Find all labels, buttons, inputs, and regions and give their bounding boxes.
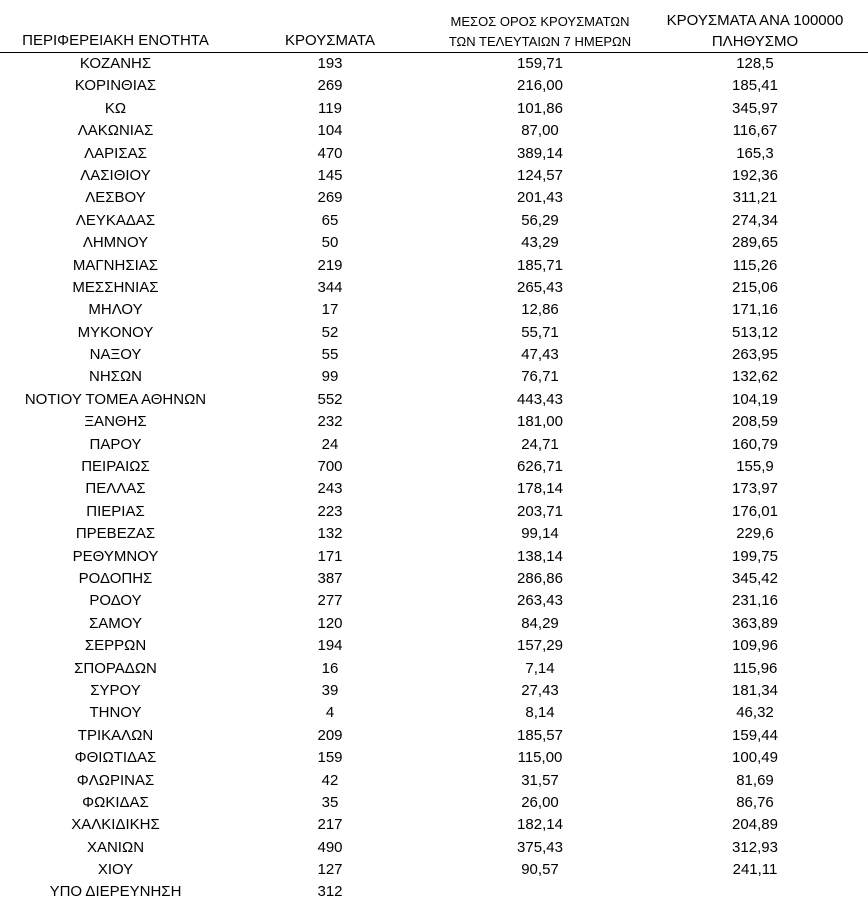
average-cell: 124,57 — [517, 166, 563, 184]
cases-cell: 269 — [317, 77, 343, 95]
table-header — [0, 0, 868, 53]
cases-cell: 223 — [317, 502, 343, 520]
cases-cell: 35 — [321, 793, 339, 811]
per-100000-cell — [645, 881, 865, 903]
table-row — [0, 859, 868, 881]
cases-cell: 4 — [325, 704, 335, 722]
table-row — [0, 546, 868, 568]
region-cell: ΤΗΝΟΥ — [89, 704, 142, 722]
region-cell: ΠΕΛΛΑΣ — [85, 480, 146, 498]
region-cell: ΚΟΖΑΝΗΣ — [79, 55, 152, 72]
region-cell: ΠΡΕΒΕΖΑΣ — [75, 525, 156, 543]
cases-cell: 55 — [321, 346, 339, 364]
average-cell: 375,43 — [517, 838, 563, 856]
cases-cell: 269 — [317, 189, 343, 207]
table-row — [0, 837, 868, 859]
table-row — [0, 568, 868, 590]
average-cell: 101,86 — [517, 99, 563, 117]
cases-cell: 42 — [321, 771, 339, 789]
per-100000-cell: 199,75 — [732, 547, 778, 565]
per-100000-cell: 263,95 — [732, 346, 778, 364]
region-cell: ΛΕΣΒΟΥ — [85, 189, 146, 207]
cases-cell: 104 — [317, 122, 343, 140]
per-100000-cell: 46,32 — [736, 704, 774, 722]
average-cell: 201,43 — [517, 189, 563, 207]
cases-cell: 243 — [317, 480, 343, 498]
average-cell: 24,71 — [521, 435, 559, 453]
per-100000-cell: 363,89 — [732, 614, 778, 632]
header-line: ΠΛΗΘΥΣΜΟ — [711, 33, 799, 50]
cases-cell: 387 — [317, 569, 343, 587]
per-100000-cell: 289,65 — [732, 234, 778, 252]
region-cell: ΦΘΙΩΤΙΔΑΣ — [74, 749, 157, 767]
per-100000-cell: 109,96 — [732, 637, 778, 655]
per-100000-cell: 311,21 — [732, 189, 778, 207]
cases-cell: 312 — [317, 883, 343, 901]
table-row — [0, 523, 868, 545]
region-cell: ΜΗΛΟΥ — [88, 301, 143, 319]
per-100000-cell: 116,67 — [732, 122, 778, 140]
average-cell: 26,00 — [521, 793, 559, 811]
region-cell: ΠΑΡΟΥ — [89, 435, 142, 453]
table-row — [0, 299, 868, 321]
table-row — [0, 456, 868, 478]
table-row — [0, 277, 868, 299]
average-cell: 12,86 — [521, 301, 559, 319]
header-line: ΤΩΝ ΤΕΛΕΥΤΑΙΩΝ 7 ΗΜΕΡΩΝ — [448, 34, 632, 49]
average-cell: 216,00 — [517, 77, 563, 95]
cases-cell: 209 — [317, 726, 343, 744]
table-row — [0, 187, 868, 209]
cases-cell: 232 — [317, 413, 343, 431]
region-cell: ΥΠΟ ΔΙΕΡΕΥΝΗΣΗ — [49, 883, 182, 901]
table-row — [0, 792, 868, 814]
cases-cell: 50 — [321, 234, 339, 252]
average-cell: 90,57 — [521, 861, 559, 879]
region-cell: ΡΟΔΟΥ — [89, 592, 142, 610]
average-cell: 99,14 — [521, 525, 559, 543]
table-row — [0, 501, 868, 523]
cases-cell: 700 — [317, 458, 343, 476]
cases-cell: 17 — [321, 301, 339, 319]
average-cell: 263,43 — [517, 592, 563, 610]
table-body — [0, 53, 868, 904]
column-header-7day-average — [425, 12, 655, 52]
per-100000-cell: 312,93 — [732, 838, 778, 856]
table-row — [0, 98, 868, 120]
region-cell: ΠΙΕΡΙΑΣ — [86, 502, 145, 520]
table-row — [0, 232, 868, 254]
average-cell: 31,57 — [521, 771, 559, 789]
per-100000-cell: 513,12 — [732, 323, 778, 341]
cases-cell: 344 — [317, 278, 343, 296]
cases-cell: 552 — [317, 390, 343, 408]
region-cell: ΚΩ — [104, 99, 127, 117]
per-100000-cell: 86,76 — [736, 793, 774, 811]
table-row — [0, 255, 868, 277]
region-cell: ΣΠΟΡΑΔΩΝ — [74, 659, 157, 677]
cases-cell: 132 — [317, 525, 343, 543]
region-cell: ΜΥΚΟΝΟΥ — [77, 323, 154, 341]
cases-cell: 99 — [321, 368, 339, 386]
per-100000-cell: 115,96 — [732, 659, 778, 677]
per-100000-cell: 274,34 — [732, 211, 778, 229]
region-cell: ΦΛΩΡΙΝΑΣ — [76, 771, 155, 789]
average-cell: 56,29 — [521, 211, 559, 229]
region-cell: ΡΕΘΥΜΝΟΥ — [72, 547, 159, 565]
cases-cell: 127 — [317, 861, 343, 879]
per-100000-cell: 104,19 — [732, 390, 778, 408]
average-cell: 389,14 — [517, 144, 563, 162]
per-100000-cell: 128,5 — [736, 55, 774, 72]
per-100000-cell: 171,16 — [732, 301, 778, 319]
table-row — [0, 344, 868, 366]
average-cell: 181,00 — [517, 413, 563, 431]
average-cell: 443,43 — [517, 390, 563, 408]
per-100000-cell: 132,62 — [732, 368, 778, 386]
per-100000-cell: 81,69 — [736, 771, 774, 789]
average-cell: 203,71 — [517, 502, 563, 520]
cases-cell: 119 — [318, 99, 342, 117]
average-cell: 178,14 — [517, 480, 563, 498]
table-row — [0, 366, 868, 388]
table-row — [0, 75, 868, 97]
average-cell: 8,14 — [525, 704, 555, 722]
table-row — [0, 590, 868, 612]
average-cell — [425, 881, 655, 903]
per-100000-cell: 185,41 — [732, 77, 778, 95]
average-cell: 115,00 — [517, 749, 563, 767]
per-100000-cell: 345,42 — [732, 569, 778, 587]
per-100000-cell: 160,79 — [732, 435, 778, 453]
per-100000-cell: 229,6 — [736, 525, 774, 543]
per-100000-cell: 215,06 — [732, 278, 778, 296]
region-cell: ΛΑΚΩΝΙΑΣ — [77, 122, 154, 140]
cases-cell: 194 — [317, 637, 343, 655]
per-100000-cell: 181,34 — [732, 681, 778, 699]
region-cell: ΜΕΣΣΗΝΙΑΣ — [72, 278, 159, 296]
region-cell: ΛΑΣΙΘΙΟΥ — [80, 166, 151, 184]
average-cell: 626,71 — [517, 458, 563, 476]
table-row — [0, 658, 868, 680]
average-cell: 47,43 — [521, 346, 559, 364]
header-line: ΜΕΣΟΣ ΟΡΟΣ ΚΡΟΥΣΜΑΤΩΝ — [450, 14, 630, 29]
per-100000-cell: 100,49 — [732, 749, 778, 767]
cases-cell: 159 — [317, 749, 343, 767]
table-row — [0, 434, 868, 456]
region-cell: ΦΩΚΙΔΑΣ — [82, 793, 149, 811]
table-row — [0, 53, 868, 75]
average-cell: 76,71 — [521, 368, 559, 386]
header-line: ΚΡΟΥΣΜΑΤΑ ΑΝΑ 100000 — [666, 12, 844, 29]
region-cell: ΛΗΜΝΟΥ — [82, 234, 149, 252]
per-100000-cell: 241,11 — [732, 861, 778, 879]
cases-cell: 65 — [321, 211, 339, 229]
region-cell: ΝΟΤΙΟΥ ΤΟΜΕΑ ΑΘΗΝΩΝ — [24, 390, 207, 408]
cases-cell: 217 — [317, 816, 343, 834]
per-100000-cell: 173,97 — [732, 480, 778, 498]
cases-cell: 52 — [321, 323, 339, 341]
cases-cell: 193 — [317, 55, 343, 72]
average-cell: 265,43 — [517, 278, 563, 296]
average-cell: 43,29 — [521, 234, 559, 252]
table-row — [0, 478, 868, 500]
table-row — [0, 143, 868, 165]
per-100000-cell: 155,9 — [736, 458, 774, 476]
per-100000-cell: 208,59 — [732, 413, 778, 431]
region-cell: ΡΟΔΟΠΗΣ — [78, 569, 153, 587]
region-cell: ΞΑΝΘΗΣ — [84, 413, 147, 431]
region-cell: ΧΙΟΥ — [97, 861, 134, 879]
table-row — [0, 635, 868, 657]
per-100000-cell: 115,26 — [732, 256, 778, 274]
column-header-cases — [270, 31, 390, 51]
cases-cell: 145 — [317, 166, 343, 184]
cases-cell: 277 — [317, 592, 343, 610]
average-cell: 286,86 — [517, 569, 563, 587]
region-cell: ΜΑΓΝΗΣΙΑΣ — [72, 256, 159, 274]
region-cell: ΠΕΙΡΑΙΩΣ — [81, 458, 150, 476]
header-line: ΠΕΡΙΦΕΡΕΙΑΚΗ ΕΝΟΤΗΤΑ — [22, 32, 209, 49]
table-row — [0, 613, 868, 635]
average-cell: 7,14 — [525, 659, 555, 677]
region-cell: ΛΑΡΙΣΑΣ — [84, 144, 147, 162]
cases-cell: 490 — [317, 838, 343, 856]
header-line: ΚΡΟΥΣΜΑΤΑ — [285, 32, 375, 49]
average-cell: 138,14 — [517, 547, 563, 565]
cases-cell: 16 — [321, 659, 339, 677]
average-cell: 55,71 — [521, 323, 559, 341]
table-row — [0, 881, 868, 903]
per-100000-cell: 192,36 — [732, 166, 778, 184]
column-header-cases-per-100000 — [645, 10, 865, 52]
region-cell: ΛΕΥΚΑΔΑΣ — [75, 211, 156, 229]
average-cell: 27,43 — [521, 681, 559, 699]
cases-cell: 470 — [317, 144, 343, 162]
table-row — [0, 322, 868, 344]
per-100000-cell: 204,89 — [732, 816, 778, 834]
per-100000-cell: 231,16 — [732, 592, 778, 610]
region-cell: ΝΑΞΟΥ — [89, 346, 142, 364]
average-cell: 84,29 — [521, 614, 559, 632]
average-cell: 157,29 — [517, 637, 563, 655]
per-100000-cell: 165,3 — [736, 144, 774, 162]
average-cell: 185,57 — [517, 726, 563, 744]
cases-cell: 171 — [317, 547, 343, 565]
table-row — [0, 389, 868, 411]
table-row — [0, 411, 868, 433]
region-cell: ΚΟΡΙΝΘΙΑΣ — [74, 77, 157, 95]
region-cell: ΧΑΛΚΙΔΙΚΗΣ — [71, 816, 160, 834]
average-cell: 87,00 — [521, 122, 559, 140]
table-row — [0, 725, 868, 747]
region-cell: ΤΡΙΚΑΛΩΝ — [77, 726, 154, 744]
average-cell: 182,14 — [517, 816, 563, 834]
region-cell: ΝΗΣΩΝ — [89, 368, 142, 386]
table-row — [0, 770, 868, 792]
region-cell: ΣΕΡΡΩΝ — [84, 637, 147, 655]
region-cell: ΧΑΝΙΩΝ — [86, 838, 145, 856]
table-row — [0, 814, 868, 836]
table-row — [0, 210, 868, 232]
average-cell: 185,71 — [517, 256, 563, 274]
cases-cell: 120 — [317, 614, 343, 632]
table-row — [0, 120, 868, 142]
cases-cell: 24 — [321, 435, 339, 453]
per-100000-cell: 159,44 — [732, 726, 778, 744]
cases-cell: 219 — [317, 256, 343, 274]
table-row — [0, 165, 868, 187]
table-row — [0, 680, 868, 702]
column-header-region — [8, 31, 223, 51]
table-row — [0, 747, 868, 769]
average-cell: 159,71 — [517, 55, 563, 72]
cases-cell: 39 — [321, 681, 339, 699]
region-cell: ΣΑΜΟΥ — [89, 614, 142, 632]
per-100000-cell: 176,01 — [732, 502, 778, 520]
per-100000-cell: 345,97 — [732, 99, 778, 117]
region-cell: ΣΥΡΟΥ — [90, 681, 141, 699]
table-row — [0, 702, 868, 724]
